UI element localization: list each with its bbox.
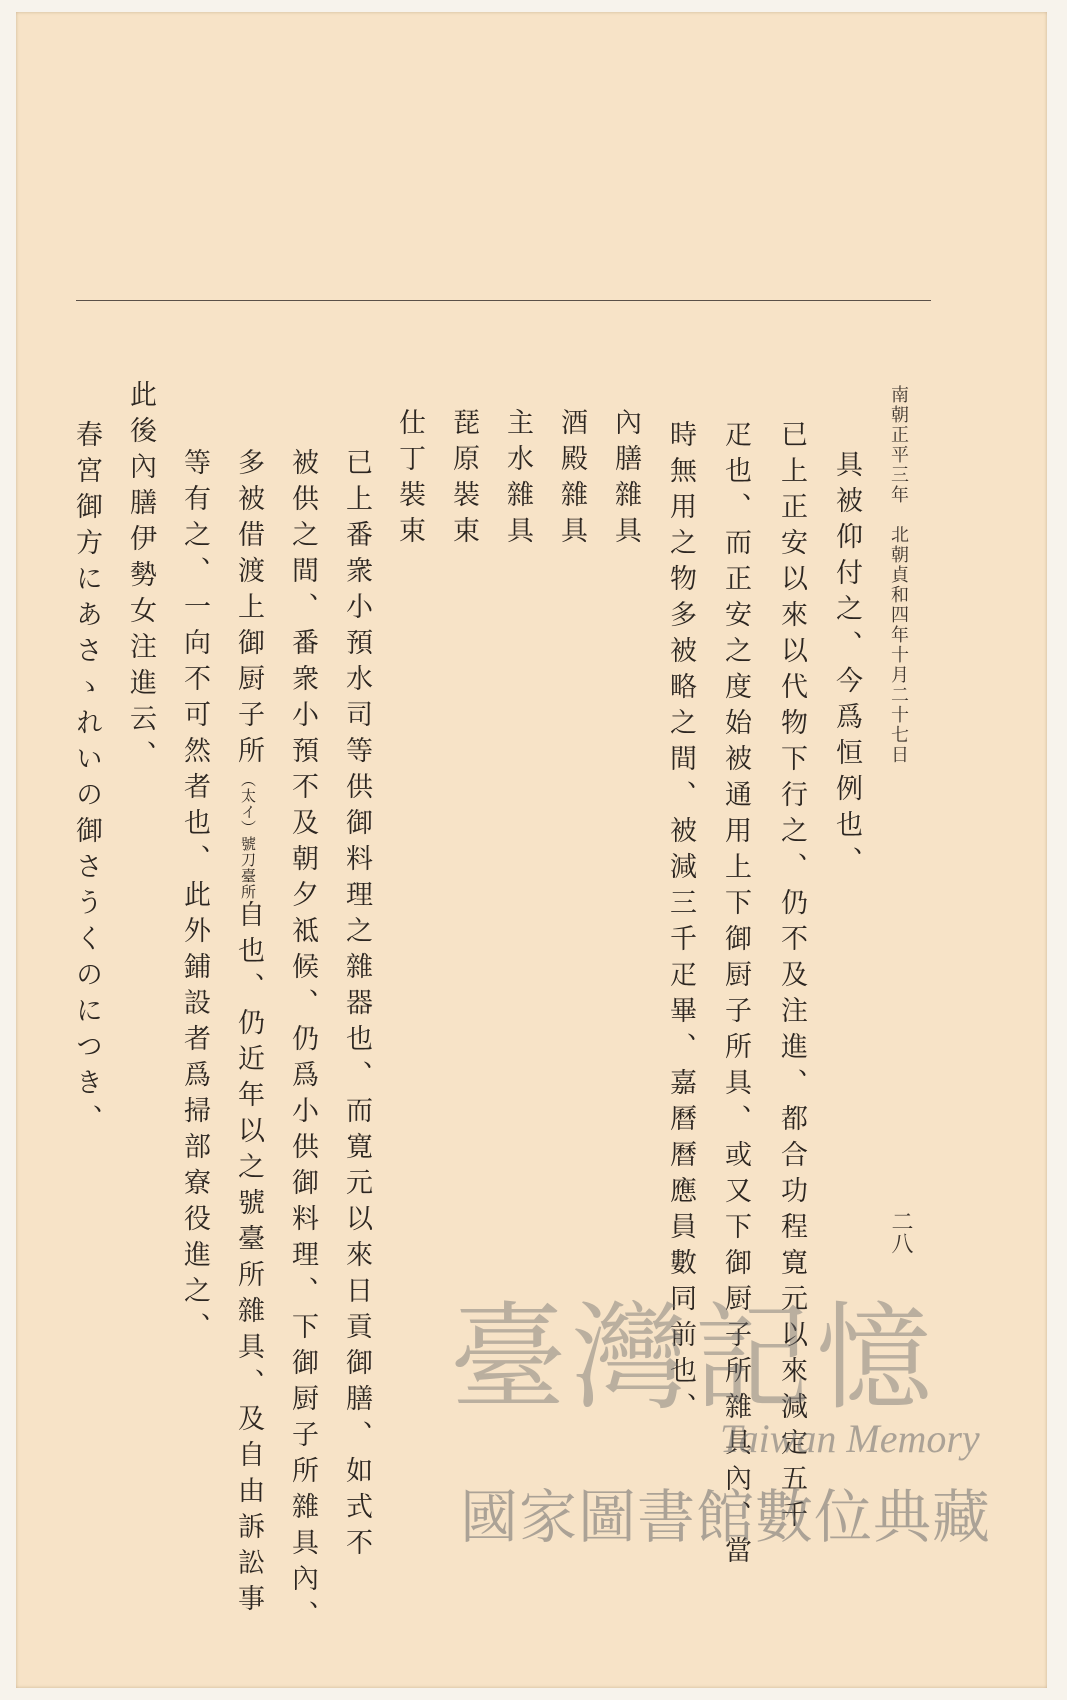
text-line-12 xyxy=(235,448,262,1620)
watermark-latin: Taiwan Memory xyxy=(720,1416,980,1461)
text-line-2: 已上正安以來以代物下行之、仍不及注進、都合功程寛元以來減定五千 xyxy=(776,420,807,1536)
text-line-13: 等有之、一向不可然者也、此外鋪設者爲掃部寮役進之、 xyxy=(179,448,210,1348)
text-line-9: 仕丁裝束 xyxy=(394,408,425,552)
text-line-6: 酒殿雜具 xyxy=(556,408,587,552)
text-line-1: 具被仰付之、今爲恒例也、 xyxy=(831,450,862,882)
text-line-4: 時無用之物多被略之間、被減三千疋畢、嘉曆曆應員數同前也、 xyxy=(665,420,696,1428)
text-line-15: 春宮御方にあさゝれいの御さうくのにつき、 xyxy=(71,420,102,1140)
inline-note-a: 號刀 xyxy=(239,836,257,868)
text-line-8: 琵原裝束 xyxy=(448,408,479,552)
text-line-12-cont: 自也、仍近年以之號臺所雜具、及自由訴訟事 xyxy=(233,900,264,1620)
text-line-5: 內膳雜具 xyxy=(610,408,641,552)
text-line-7: 主水雜具 xyxy=(502,408,533,552)
text-line-3: 疋也、而正安之度始被通用上下御厨子所具、或又下御厨子所雜具內、當 xyxy=(720,420,751,1572)
text-line-14: 此後內膳伊勢女注進云、 xyxy=(125,380,156,776)
text-line-12-main: 多被借渡上御厨子所 xyxy=(233,448,264,772)
watermark-subtitle: 國家圖書館數位典藏 xyxy=(460,1483,992,1551)
inline-note-b: 臺所 xyxy=(239,868,257,900)
date-header: 南朝正平三年 北朝貞和四年十月二十七日 xyxy=(888,385,909,765)
text-line-10: 已上番衆小預水司等供御料理之雜器也、而寛元以來日貢御膳、如式不 xyxy=(341,448,372,1564)
header-divider xyxy=(76,300,931,301)
page-paper xyxy=(16,12,1047,1688)
page-number: 二八 xyxy=(888,1210,913,1254)
text-line-11: 被供之間、番衆小預不及朝夕祗候、仍爲小供御料理、下御厨子所雜具內、 xyxy=(287,448,318,1636)
variant-note: （太イ） xyxy=(239,772,257,836)
watermark-title: 臺灣記憶 xyxy=(450,1291,938,1426)
